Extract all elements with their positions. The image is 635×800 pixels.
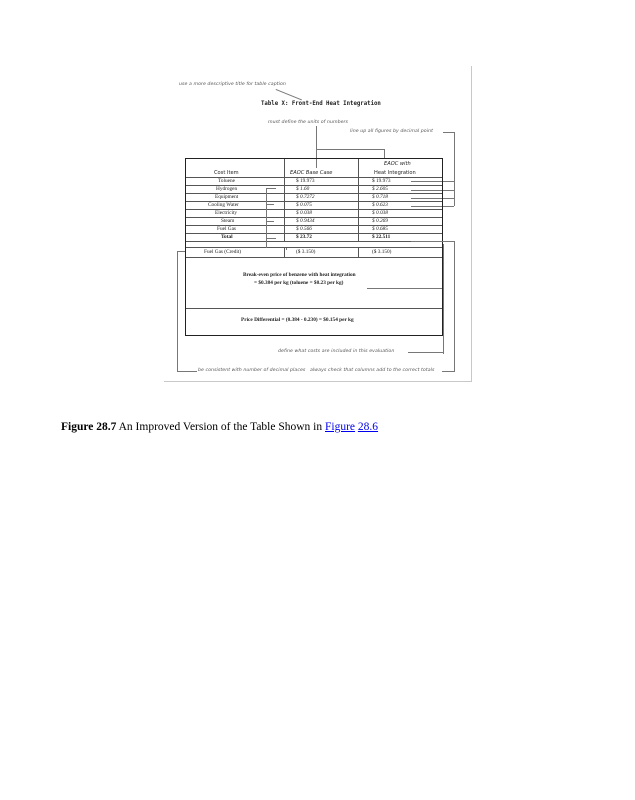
col-divider-credit-2: [358, 247, 359, 257]
breakeven-line-2: = $0.384 per kg (toluene = $0.23 per kg): [254, 280, 344, 286]
row-item-hydrogen: Hydrogen: [216, 186, 238, 192]
figure-caption: [61, 421, 378, 433]
col-divider-2: [358, 159, 359, 241]
row-item-electricity: Electricity: [215, 210, 238, 216]
annotation-line-costs-h: [408, 352, 443, 353]
header-heat-2: Heat Integration: [374, 170, 416, 176]
row-base-cooling-water: $ 0.075: [296, 202, 312, 208]
annotation-line-consistent-v: [177, 251, 178, 371]
header-heat-1: EAOC with: [384, 161, 411, 167]
total-rule: [186, 241, 442, 242]
annotation-consistent: be consistent with number of decimal places: [198, 368, 306, 373]
caption-link-figure[interactable]: Figure: [325, 421, 356, 433]
annotation-bracket-base-mid2: [266, 221, 274, 222]
row-base-hydrogen: $ 1.60: [296, 186, 310, 192]
annotation-caption-title: use a more descriptive title for table caption: [179, 82, 286, 87]
annotation-line-consistent-top: [177, 251, 185, 252]
annotation-line-breakeven: [367, 288, 442, 289]
header-cost-item: Cost Item: [214, 170, 239, 176]
row-heat-electricity: $ 0.038: [372, 210, 388, 216]
row-item-equipment: Equipment: [215, 194, 239, 200]
breakeven-line-1: Break-even price of benzene with heat integration: [243, 272, 356, 278]
row-base-total: $ 23.72: [296, 234, 312, 240]
cost-table: [185, 158, 443, 336]
annotation-bracket-base-end: [286, 248, 287, 250]
credit-rule-bottom: [186, 257, 442, 258]
annotation-line-totals-h: [411, 241, 454, 242]
table-title: Table X: Front-End Heat Integration: [261, 101, 381, 107]
annotation-line-units-h: [316, 149, 384, 150]
row-heat-total: $ 22.511: [372, 234, 391, 240]
row-heat-steam: $ 0.269: [372, 218, 388, 224]
row-item-steam: Steam: [221, 218, 235, 224]
figure-frame-right: [471, 66, 472, 382]
row-heat-hydrogen: $ 2.605: [372, 186, 388, 192]
annotation-totals: always check that columns add to the correct totals: [310, 368, 435, 373]
annotation-line-decimal-v: [454, 132, 455, 206]
row-item-total: Total: [221, 234, 233, 240]
annotation-line-consistent-bottom: [177, 371, 197, 372]
annotation-bracket-base-mid1: [266, 204, 274, 205]
annotation-bracket-base: [266, 188, 267, 248]
row-base-fuel-gas: $ 0.566: [296, 226, 312, 232]
caption-link-number[interactable]: 28.6: [357, 421, 379, 433]
annotation-units: must define the units of numbers: [268, 120, 349, 125]
breakeven-rule: [186, 308, 442, 309]
col-divider-credit-1: [284, 247, 285, 257]
row-item-cooling-water: Cooling Water: [208, 202, 239, 208]
row-base-toluene: $ 19.973: [296, 178, 315, 184]
annotation-line-totals-v: [454, 241, 455, 371]
annotation-costs: define what costs are included in this evaluation: [278, 349, 395, 354]
annotation-line-totals-bottom: [442, 371, 455, 372]
row-heat-equipment: $ 0.718: [372, 194, 388, 200]
row-item-toluene: Toluene: [218, 178, 235, 184]
row-item-credit: Fuel Gas (Credit): [204, 249, 242, 255]
figure-frame-bottom: [164, 381, 472, 382]
row-heat-cooling-water: $ 0.623: [372, 202, 388, 208]
credit-rule-top: [186, 247, 442, 248]
annotation-line-costs-v: [443, 244, 444, 354]
row-base-credit: ($ 3.150): [296, 249, 316, 255]
row-item-fuel-gas: Fuel Gas: [217, 226, 236, 232]
annotation-decimal: line up all figures by decimal point: [350, 129, 433, 134]
row-heat-toluene: $ 19.973: [372, 178, 391, 184]
row-base-equipment: $ 0.7272: [296, 194, 315, 200]
row-heat-credit: ($ 3.150): [372, 249, 392, 255]
price-differential: Price Differential = (0.384 - 0.230) = $0.154 per kg: [241, 317, 354, 323]
row-base-steam: $ 0.9434: [296, 218, 315, 224]
caption-label: Figure 28.7: [61, 421, 117, 433]
annotation-bracket-base-bot: [266, 238, 276, 239]
row-base-electricity: $ 0.038: [296, 210, 312, 216]
annotation-bracket-base-top: [266, 188, 276, 189]
caption-text: An Improved Version of the Table Shown in: [116, 421, 325, 433]
figure-image: [164, 66, 472, 382]
annotation-arrow-title: [276, 89, 302, 100]
row-heat-fuel-gas: $ 0.685: [372, 226, 388, 232]
header-base-case: EAOC Base Case: [290, 170, 333, 176]
col-divider-1: [284, 159, 285, 241]
